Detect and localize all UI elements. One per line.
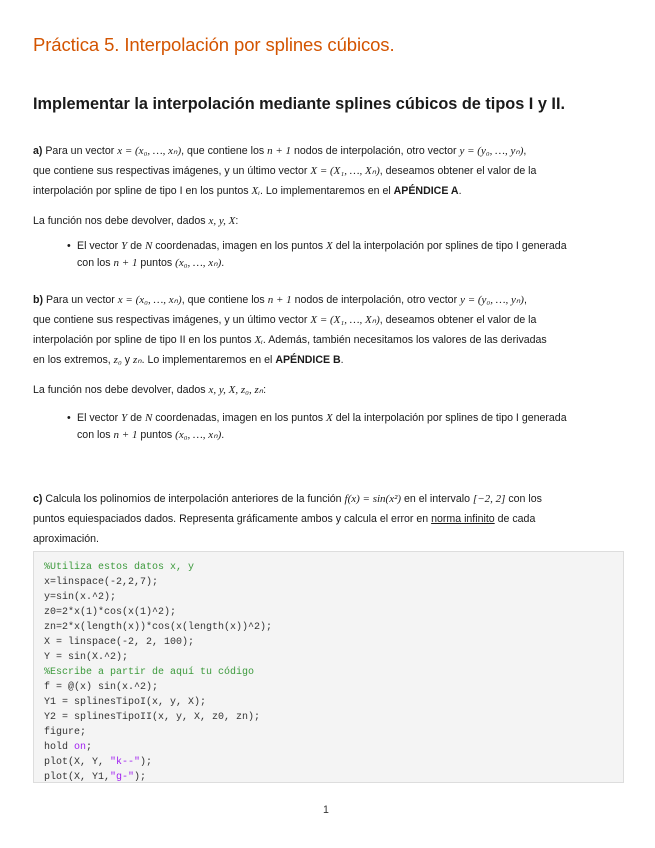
code-line: plot(X, Y1, (44, 772, 111, 783)
code-comment: %Escribe a partir de aquí tu código (44, 667, 255, 678)
text: Calcula los polinomios de interpolación anteriores de la función (42, 493, 345, 505)
section-a-label: a) (33, 145, 43, 157)
text: La función nos debe devolver, dados (33, 215, 209, 227)
text: La función nos debe devolver, dados (33, 384, 209, 396)
math-n1: n + 1 (267, 145, 292, 157)
math-X: X (326, 412, 333, 424)
math-x: x = (x₀, …, xₙ) (117, 145, 182, 157)
section-c-paragraph (33, 489, 625, 549)
text: de cada (494, 513, 536, 525)
math-n1: n + 1 (113, 257, 138, 269)
text: interpolación por spline de tipo I en los puntos (33, 185, 252, 197)
math-Y: Y (121, 412, 128, 424)
code-line: ); (140, 757, 153, 768)
code-line: z0=2*x(1)*cos(x(1)^2); (44, 607, 177, 618)
bullet-icon: • (67, 412, 71, 424)
text: puntos equiespaciados dados. Representa gráficamente ambos y calcula el error en (33, 513, 432, 525)
text: Para un vector (42, 145, 118, 157)
code-line: ; (86, 742, 93, 753)
math-interval: [−2, 2] (472, 493, 506, 505)
code-content (34, 552, 623, 785)
norma-infinito-underlined: norma infinito (431, 513, 495, 525)
text: El vector (77, 412, 122, 424)
text: Para un vector (43, 294, 118, 306)
code-line: x=linspace(-2,2,7); (44, 577, 159, 588)
text: , que contiene los (181, 145, 268, 157)
math-zn: zₙ (132, 354, 142, 366)
math-X: X = (X₁, …, Xₙ) (310, 165, 380, 177)
math-y: y = (y₀, …, yₙ) (460, 294, 524, 306)
math-x: x = (x₀, …, xₙ) (117, 294, 182, 306)
math-X: X (326, 240, 333, 252)
text: nodos de interpolación, otro vector (291, 145, 460, 157)
math-N: N (144, 240, 153, 252)
text: del la interpolación por splines de tipo I generada (332, 240, 567, 252)
code-line: Y2 = splinesTipoII(x, y, X, z0, zn); (44, 712, 261, 723)
text: coordenadas, imagen en los puntos (152, 412, 327, 424)
text: , (523, 145, 527, 157)
code-line: Y1 = splinesTipoI(x, y, X); (44, 697, 207, 708)
text: , (523, 294, 527, 306)
text: con los (77, 257, 114, 269)
text: . (340, 354, 344, 366)
math-points: (x₀, …, xₙ) (175, 257, 222, 269)
text: El vector (77, 240, 122, 252)
text: puntos (137, 429, 176, 441)
page-number: 1 (323, 804, 329, 816)
math-args: x, y, X (208, 215, 236, 227)
text: de (127, 240, 145, 252)
math-y: y = (y₀, …, yₙ) (459, 145, 524, 157)
text: del la interpolación por splines de tipo I generada (332, 412, 567, 424)
code-line: hold (44, 742, 75, 753)
code-line: y=sin(x.^2); (44, 592, 117, 603)
text: interpolación por spline de tipo II en los puntos (33, 334, 255, 346)
code-block[interactable] (33, 551, 624, 783)
text: . Además, también necesitamos los valores de las derivadas (262, 334, 547, 346)
code-string: "k--" (110, 757, 141, 768)
text: y (121, 354, 133, 366)
math-n1: n + 1 (267, 294, 292, 306)
code-comment: %Utiliza estos datos x, y (44, 562, 195, 573)
text: . Lo implementaremos en el (141, 354, 276, 366)
section-c-label: c) (33, 493, 43, 505)
code-line: X = linspace(-2, 2, 100); (44, 637, 195, 648)
text: : (263, 384, 267, 396)
text: con los (505, 493, 542, 505)
section-b-label: b) (33, 294, 43, 306)
math-N: N (144, 412, 153, 424)
math-X: X = (X₁, …, Xₙ) (310, 314, 380, 326)
appendix-a: APÉNDICE A (393, 185, 459, 197)
math-points: (x₀, …, xₙ) (175, 429, 222, 441)
text: : (235, 215, 239, 227)
page-title: Práctica 5. Interpolación por splines cúbicos. (33, 34, 395, 55)
code-line: Y = sin(X.^2); (44, 652, 129, 663)
text: de (127, 412, 145, 424)
text: coordenadas, imagen en los puntos (152, 240, 327, 252)
math-n1: n + 1 (113, 429, 138, 441)
text: en los extremos, (33, 354, 114, 366)
text: con los (77, 429, 114, 441)
text: aproximación. (33, 533, 99, 545)
math-Y: Y (121, 240, 128, 252)
text: . Lo implementaremos en el (259, 185, 394, 197)
math-function: f(x) = sin(x²) (344, 493, 402, 505)
section-a-paragraph (33, 141, 625, 201)
math-Xi: Xᵢ (254, 334, 263, 346)
text: en el intervalo (401, 493, 473, 505)
code-line: ); (134, 772, 147, 783)
code-keyword: on (74, 742, 87, 753)
text: , deseamos obtener el valor de la (379, 314, 537, 326)
text: , que contiene los (181, 294, 268, 306)
math-args: x, y, X, z₀, zₙ (208, 384, 264, 396)
text: puntos (137, 257, 176, 269)
code-string: "g-" (110, 772, 135, 783)
text: . (221, 257, 225, 269)
text: . (458, 185, 462, 197)
bullet-icon: • (67, 240, 71, 252)
text: . (221, 429, 225, 441)
math-z0: z₀ (113, 354, 122, 366)
section-b-returns (33, 380, 625, 400)
text: nodos de interpolación, otro vector (291, 294, 461, 306)
text: que contiene sus respectivas imágenes, y un último vector (33, 314, 311, 326)
code-line: f = @(x) sin(x.^2); (44, 682, 159, 693)
code-line: zn=2*x(length(x))*cos(x(length(x))^2); (44, 622, 273, 633)
code-line: figure; (44, 727, 87, 738)
text: que contiene sus respectivas imágenes, y un último vector (33, 165, 311, 177)
section-b-paragraph (33, 290, 625, 370)
text: , deseamos obtener el valor de la (379, 165, 537, 177)
math-Xi: Xᵢ (251, 185, 260, 197)
appendix-b: APÉNDICE B (275, 354, 341, 366)
code-line: plot(X, Y, (44, 757, 111, 768)
section-a-returns (33, 211, 625, 231)
section-heading: Implementar la interpolación mediante splines cúbicos de tipos I y II. (33, 95, 565, 113)
